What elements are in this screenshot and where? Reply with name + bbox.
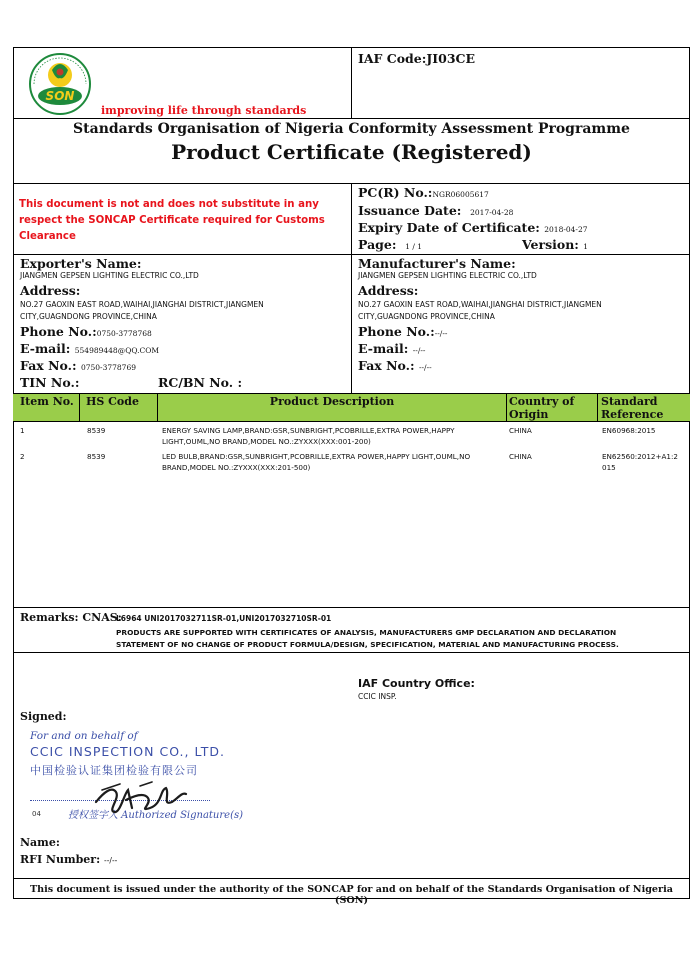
manufacturer-fax-label: Fax No.:	[358, 358, 415, 373]
org-title: Standards Organisation of Nigeria Conformity Assessment Programme	[73, 121, 630, 137]
exporter-email: 554989448@QQ.COM	[74, 346, 160, 355]
manufacturer-address-line2: CITY,GUAGNDONG PROVINCE,CHINA	[358, 312, 495, 321]
header-divider	[351, 47, 352, 119]
tin-label: TIN No.:	[20, 375, 80, 390]
table-top-line	[13, 393, 690, 394]
middle-divider	[351, 183, 352, 393]
col-country-header: Country of Origin	[509, 395, 575, 421]
footer-text: This document is issued under the authority of the SONCAP for and on behalf of the Standards Organisation of Nigeria (SON)	[30, 884, 673, 906]
exporter-email-label: E-mail:	[20, 341, 71, 356]
row-hs: 8539	[87, 426, 106, 435]
issuance-label: Issuance Date:	[358, 203, 462, 218]
frame-right	[689, 47, 690, 899]
issuance-row	[358, 203, 513, 218]
header-bottom-line	[13, 118, 690, 119]
stamp-line3: 中国检验认证集团检验有限公司	[30, 764, 198, 777]
row-item: 2	[20, 452, 25, 461]
col-standard-header: Standard Reference	[601, 395, 664, 421]
row-hs: 8539	[87, 452, 106, 461]
exporter-name-label: Exporter's Name:	[20, 256, 142, 271]
manufacturer-fax-row	[358, 358, 432, 373]
pcr-label: PC(R) No.:	[358, 185, 433, 200]
stamp-line4: 授权签字人 Authorized Signature(s)	[68, 810, 244, 821]
exporter-phone: 0750-3778768	[96, 329, 152, 338]
remarks-bottom-line	[13, 652, 690, 653]
doc-title: Product Certificate (Registered)	[171, 140, 532, 164]
exporter-address-label: Address:	[20, 283, 81, 298]
col-item-header: Item No.	[20, 395, 74, 408]
exporter-name: JIANGMEN GEPSEN LIGHTING ELECTRIC CO.,LTD	[20, 271, 199, 280]
issuance-value: 2017-04-28	[470, 208, 514, 217]
remarks-line1: PRODUCTS ARE SUPPORTED WITH CERTIFICATES OF ANALYSIS, MANUFACTURERS GMP DECLARATION AND DECLARATION	[116, 628, 617, 637]
row-desc-line2: LIGHT,OUML,NO BRAND,MODEL NO.:ZYXXX(XXX:001-200)	[162, 437, 371, 446]
version-value: 1	[583, 242, 589, 251]
row-country: CHINA	[509, 426, 532, 435]
pcr-row	[358, 185, 489, 200]
table-header	[13, 393, 690, 421]
son-logo	[20, 50, 100, 118]
manufacturer-email-label: E-mail:	[358, 341, 409, 356]
row-standard-line1: EN62560:2012+A1:2	[602, 452, 679, 461]
table-header-bottom-line	[13, 421, 690, 422]
manufacturer-address-label: Address:	[358, 283, 419, 298]
exporter-fax-row	[20, 358, 136, 373]
expiry-row	[358, 220, 588, 235]
row-desc-line2: BRAND,MODEL NO.:ZYXXX(XXX:201-500)	[162, 463, 311, 472]
remarks-label: Remarks: CNAS:	[20, 611, 122, 624]
exporter-phone-row	[20, 324, 152, 339]
remarks-cnas: L6964 UNI2017032711SR-01,UNI2017032710SR-01	[116, 614, 332, 623]
row-desc-line1: LED BULB,BRAND:GSR,SUNBRIGHT,PCOBRILLE,EXTRA POWER,HAPPY LIGHT,OUML,NO	[162, 452, 471, 461]
manufacturer-name: JIANGMEN GEPSEN LIGHTING ELECTRIC CO.,LTD	[358, 271, 537, 280]
col-hs-header: HS Code	[86, 395, 139, 408]
col-sep-1	[79, 393, 80, 421]
rfi-label: RFI Number:	[20, 853, 101, 866]
manufacturer-phone-row	[358, 324, 447, 339]
pcr-value: NGR06005617	[432, 190, 489, 199]
manufacturer-fax: --/--	[418, 363, 432, 372]
rfi-row	[20, 853, 117, 866]
stamp-line2: CCIC INSPECTION CO., LTD.	[30, 744, 225, 759]
remarks-line2: STATEMENT OF NO CHANGE OF PRODUCT FORMULA/DESIGN, SPECIFICATION, MATERIAL AND MANUFACTURING PROCESS.	[116, 640, 619, 649]
signed-label: Signed:	[20, 710, 67, 723]
manufacturer-name-label: Manufacturer's Name:	[358, 256, 516, 271]
expiry-value: 2018-04-27	[544, 225, 588, 234]
exporter-address-line1: NO.27 GAOXIN EAST ROAD,WAIHAI,JIANGHAI DISTRICT,JIANGMEN	[20, 300, 264, 309]
row-standard-line2: 015	[602, 463, 616, 472]
row-country: CHINA	[509, 452, 532, 461]
office-label: IAF Country Office:	[358, 677, 475, 690]
version-row	[522, 237, 588, 252]
exporter-address-line2: CITY,GUAGNDONG PROVINCE,CHINA	[20, 312, 157, 321]
row-standard-line1: EN60968:2015	[602, 426, 656, 435]
page-row	[358, 237, 422, 252]
svg-text:SON: SON	[45, 89, 75, 103]
page-value: 1 / 1	[405, 242, 423, 251]
exporter-fax: 0750-3778769	[80, 363, 136, 372]
exporter-fax-label: Fax No.:	[20, 358, 77, 373]
col-sep-4	[597, 393, 598, 421]
manufacturer-email-row	[358, 341, 425, 356]
cert-bottom-line	[13, 254, 690, 255]
col-sep-2	[157, 393, 158, 421]
col-desc-header: Product Description	[269, 395, 395, 408]
page-label: Page:	[358, 237, 397, 252]
name-label: Name:	[20, 836, 60, 849]
version-label: Version:	[522, 237, 579, 252]
manufacturer-address-line1: NO.27 GAOXIN EAST ROAD,WAIHAI,JIANGHAI DISTRICT,JIANGMEN	[358, 300, 602, 309]
remarks-top-line	[13, 607, 690, 608]
iaf-code: IAF Code:JI03CE	[358, 51, 475, 66]
manufacturer-phone-label: Phone No.:	[358, 324, 435, 339]
tagline: improving life through standards	[101, 104, 307, 117]
row-desc-line1: ENERGY SAVING LAMP,BRAND:GSR,SUNBRIGHT,PCOBRILLE,EXTRA POWER,HAPPY	[162, 426, 455, 435]
office-value: CCIC INSP.	[358, 692, 397, 701]
exporter-phone-label: Phone No.:	[20, 324, 97, 339]
exporter-email-row	[20, 341, 159, 356]
stamp-number: 04	[32, 810, 41, 818]
rcbn-label: RC/BN No. :	[158, 375, 243, 390]
row-item: 1	[20, 426, 25, 435]
handwritten-signature	[90, 772, 190, 820]
frame-left	[13, 47, 14, 899]
stamp-line1: For and on behalf of	[30, 730, 138, 742]
footer-top-line	[13, 878, 690, 879]
disclaimer: This document is not and does not substitute in any respect the SONCAP Certificate required for Customs Clearance	[19, 199, 325, 242]
manufacturer-email: --/--	[412, 346, 426, 355]
expiry-label: Expiry Date of Certificate:	[358, 220, 540, 235]
rfi-value: --/--	[104, 856, 118, 865]
manufacturer-phone: --/--	[434, 329, 448, 338]
col-sep-3	[506, 393, 507, 421]
